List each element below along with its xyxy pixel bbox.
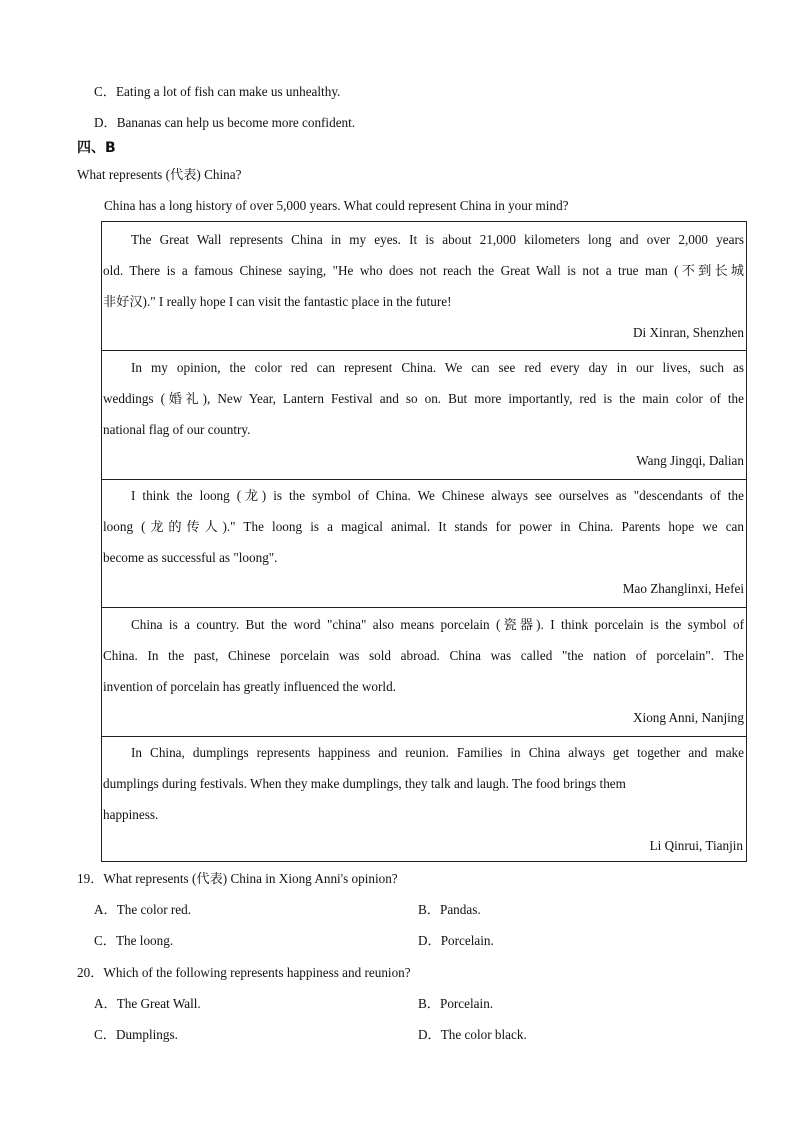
entry-wang-jingqi — [102, 351, 746, 480]
entry-author: Mao Zhanglinxi, Hefei — [622, 581, 744, 596]
entry-mao-zhanglinxi — [102, 480, 746, 608]
question-20-option-c[interactable]: C．Dumplings. — [94, 1027, 178, 1042]
passage-table — [101, 221, 747, 862]
entry-line: invention of porcelain has greatly influenced the world. — [103, 679, 396, 694]
question-19-option-c[interactable]: C．The loong. — [94, 933, 174, 948]
entry-di-xinran — [102, 222, 746, 351]
entry-author: Di Xinran, Shenzhen — [633, 325, 744, 340]
passage-intro: China has a long history of over 5,000 years. What could represent China in your mind? — [104, 198, 569, 213]
entry-line: become as successful as "loong". — [103, 550, 278, 565]
question-20-option-d[interactable]: D．The color black. — [418, 1027, 527, 1042]
prev-option-d: D．Bananas can help us become more confident. — [94, 115, 356, 130]
entry-line: 非好汉)." I really hope I can visit the fantastic place in the future! — [103, 294, 452, 309]
entry-line: The Great Wall represents China in my eyes. It is about 21,000 kilometers long and over 2,000 years — [131, 232, 744, 247]
entry-line: China. In the past, Chinese porcelain was sold abroad. China was called "the nation of porcelain". The — [103, 648, 744, 663]
entry-line: I think the loong (龙) is the symbol of China. We Chinese always see ourselves as "descendants of the — [131, 488, 744, 503]
passage-title: What represents (代表) China? — [77, 167, 242, 182]
entry-line: happiness. — [103, 807, 159, 822]
entry-author: Li Qinrui, Tianjin — [649, 838, 743, 853]
entry-line: China is a country. But the word "china" also means porcelain (瓷器). I think porcelain is the symbol of — [131, 617, 744, 632]
question-19-option-b[interactable]: B．Pandas. — [418, 902, 481, 917]
entry-author: Wang Jingqi, Dalian — [636, 453, 744, 468]
question-19-stem: 19．What represents (代表) China in Xiong Anni's opinion? — [77, 871, 398, 886]
entry-line: dumplings during festivals. When they make dumplings, they talk and laugh. The food brings them — [103, 776, 626, 791]
question-19-option-d[interactable]: D．Porcelain. — [418, 933, 494, 948]
prev-option-c: C．Eating a lot of fish can make us unhealthy. — [94, 84, 341, 99]
question-20-stem: 20．Which of the following represents happiness and reunion? — [77, 965, 411, 980]
entry-xiong-anni — [102, 608, 746, 737]
question-20-option-a[interactable]: A．The Great Wall. — [94, 996, 201, 1011]
entry-line: weddings (婚礼), New Year, Lantern Festival and so on. But more importantly, red is the main color of the — [103, 391, 744, 406]
question-20-option-b[interactable]: B．Porcelain. — [418, 996, 494, 1011]
entry-author: Xiong Anni, Nanjing — [633, 710, 744, 725]
entry-line: loong (龙的传人)." The loong is a magical animal. It stands for power in China. Parents hope we can — [103, 519, 744, 534]
entry-li-qinrui — [102, 737, 746, 861]
entry-line: old. There is a famous Chinese saying, "He who does not reach the Great Wall is not a true man (不到长城 — [103, 263, 744, 278]
entry-line: national flag of our country. — [103, 422, 251, 437]
entry-line: In China, dumplings represents happiness and reunion. Families in China always get together and make — [131, 745, 744, 760]
section-heading: 四、B — [77, 140, 116, 156]
entry-line: In my opinion, the color red can represent China. We can see red every day in our lives, such as — [131, 360, 744, 375]
question-19-option-a[interactable]: A．The color red. — [94, 902, 192, 917]
